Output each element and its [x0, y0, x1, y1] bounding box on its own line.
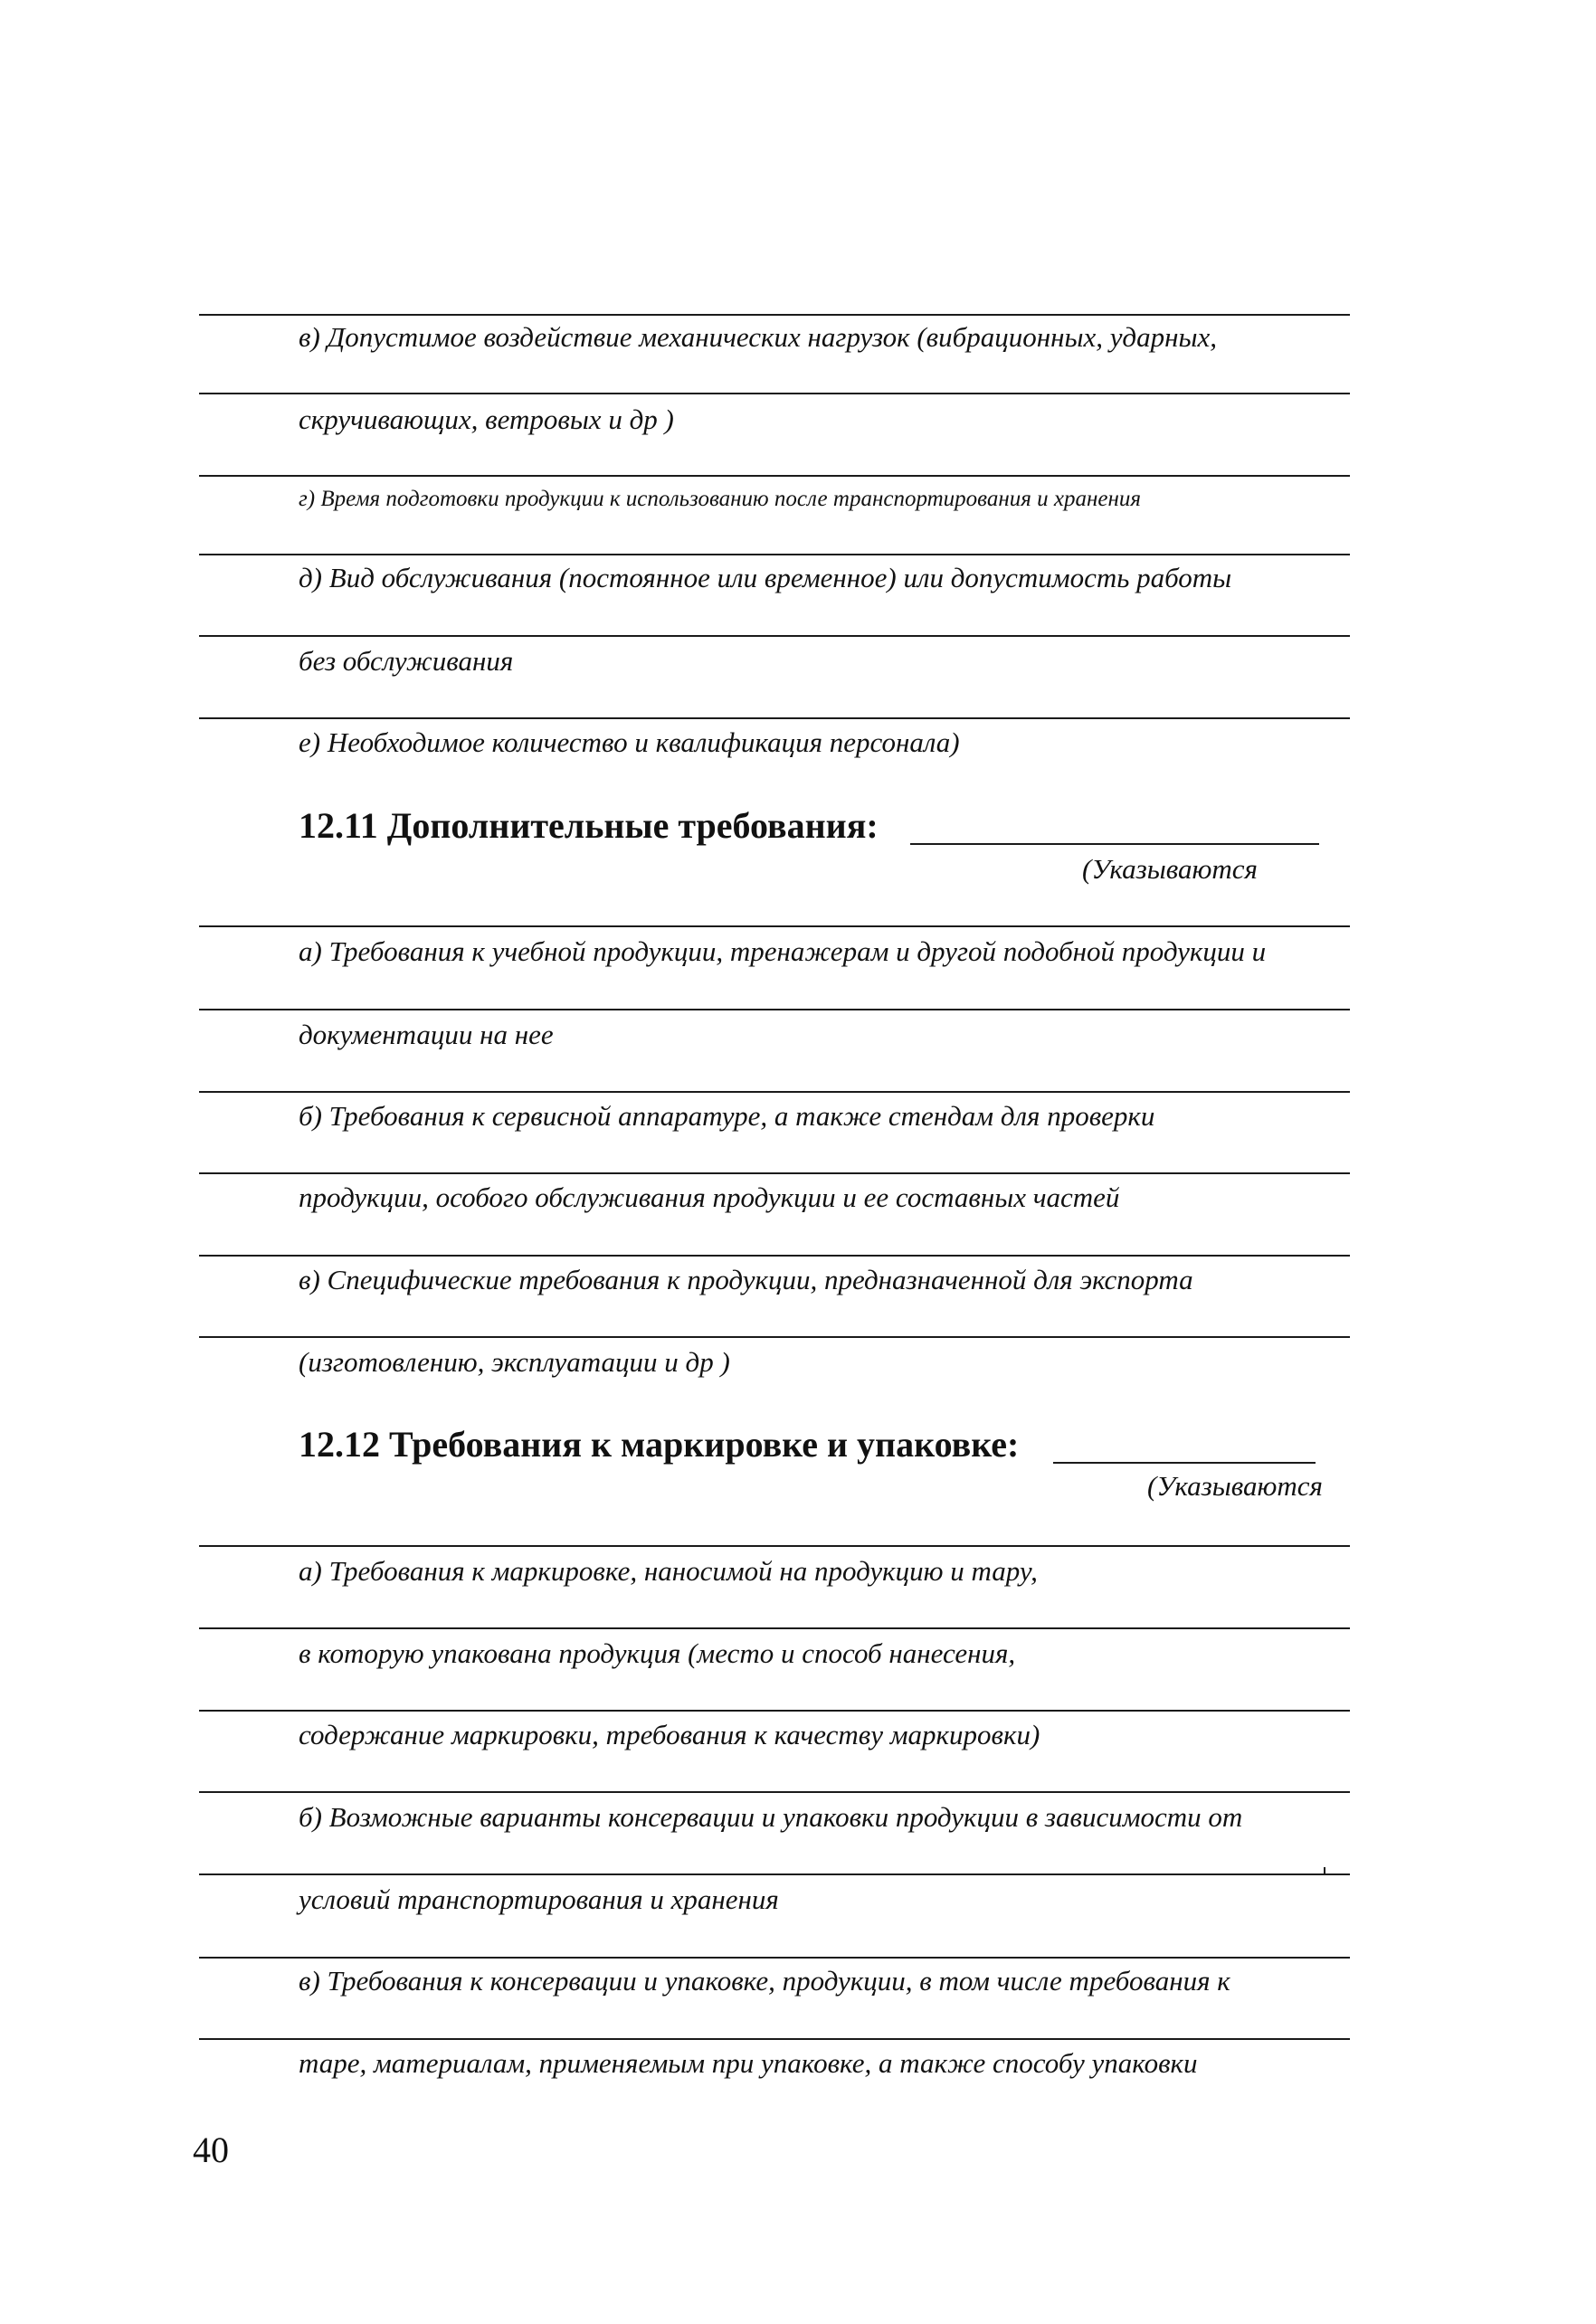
list-item: условий транспортирования и хранения — [299, 1883, 779, 1915]
fill-line — [199, 1336, 1350, 1338]
page-number: 40 — [193, 2130, 229, 2170]
list-item: г) Время подготовки продукции к использованию после транспортирования и хранения — [299, 487, 1141, 511]
section-heading: 12.12 Требования к маркировке и упаковке: — [299, 1424, 1020, 1465]
fill-line — [199, 1957, 1350, 1959]
fill-line — [199, 1791, 1350, 1793]
list-item: продукции, особого обслуживания продукции и ее составных частей — [299, 1181, 1120, 1213]
fill-line — [199, 925, 1350, 927]
list-item: д) Вид обслуживания (постоянное или временное) или допустимость работы — [299, 562, 1232, 593]
list-item: скручивающих, ветровых и др ) — [299, 403, 674, 435]
fill-line — [199, 1255, 1350, 1257]
list-item: а) Требования к маркировке, наносимой на продукцию и тару, — [299, 1555, 1038, 1587]
list-item: в) Допустимое воздействие механических нагрузок (вибрационных, ударных, — [299, 321, 1217, 353]
list-item: документации на нее — [299, 1019, 554, 1050]
fill-line — [199, 1873, 1350, 1875]
fill-line — [199, 2038, 1350, 2040]
list-item: содержание маркировки, требования к качеству маркировки) — [299, 1719, 1040, 1750]
heading-fill-line — [910, 843, 1319, 845]
fill-line — [199, 393, 1350, 394]
list-item: е) Необходимое количество и квалификация персонала) — [299, 726, 960, 758]
fill-line — [199, 717, 1350, 719]
fill-line — [199, 1710, 1350, 1712]
fill-line — [199, 1545, 1350, 1547]
list-item: в) Специфические требования к продукции, предназначенной для экспорта — [299, 1264, 1193, 1295]
list-item: таре, материалам, применяемым при упаковке, а также способу упаковки — [299, 2047, 1198, 2079]
heading-fill-line — [1053, 1462, 1316, 1464]
section-heading: 12.11 Дополнительные требования: — [299, 805, 879, 846]
list-item: б) Требования к сервисной аппаратуре, а также стендам для проверки — [299, 1100, 1155, 1132]
stray-mark — [1324, 1867, 1325, 1873]
list-item: в) Требования к консервации и упаковке, продукции, в том числе требования к — [299, 1965, 1230, 1997]
list-item: (изготовлению, эксплуатации и др ) — [299, 1346, 730, 1378]
list-item: в которую упакована продукция (место и способ нанесения, — [299, 1637, 1016, 1669]
section-note: (Указываются — [1147, 1470, 1323, 1502]
fill-line — [199, 635, 1350, 637]
list-item: б) Возможные варианты консервации и упаковки продукции в зависимости от — [299, 1801, 1243, 1833]
fill-line — [199, 1091, 1350, 1093]
list-item: а) Требования к учебной продукции, тренажерам и другой подобной продукции и — [299, 935, 1267, 967]
fill-line — [199, 1009, 1350, 1010]
fill-line — [199, 1172, 1350, 1174]
fill-line — [199, 314, 1350, 316]
section-note: (Указываются — [1082, 853, 1258, 885]
fill-line — [199, 554, 1350, 555]
list-item: без обслуживания — [299, 645, 514, 677]
fill-line — [199, 1627, 1350, 1629]
fill-line — [199, 475, 1350, 477]
